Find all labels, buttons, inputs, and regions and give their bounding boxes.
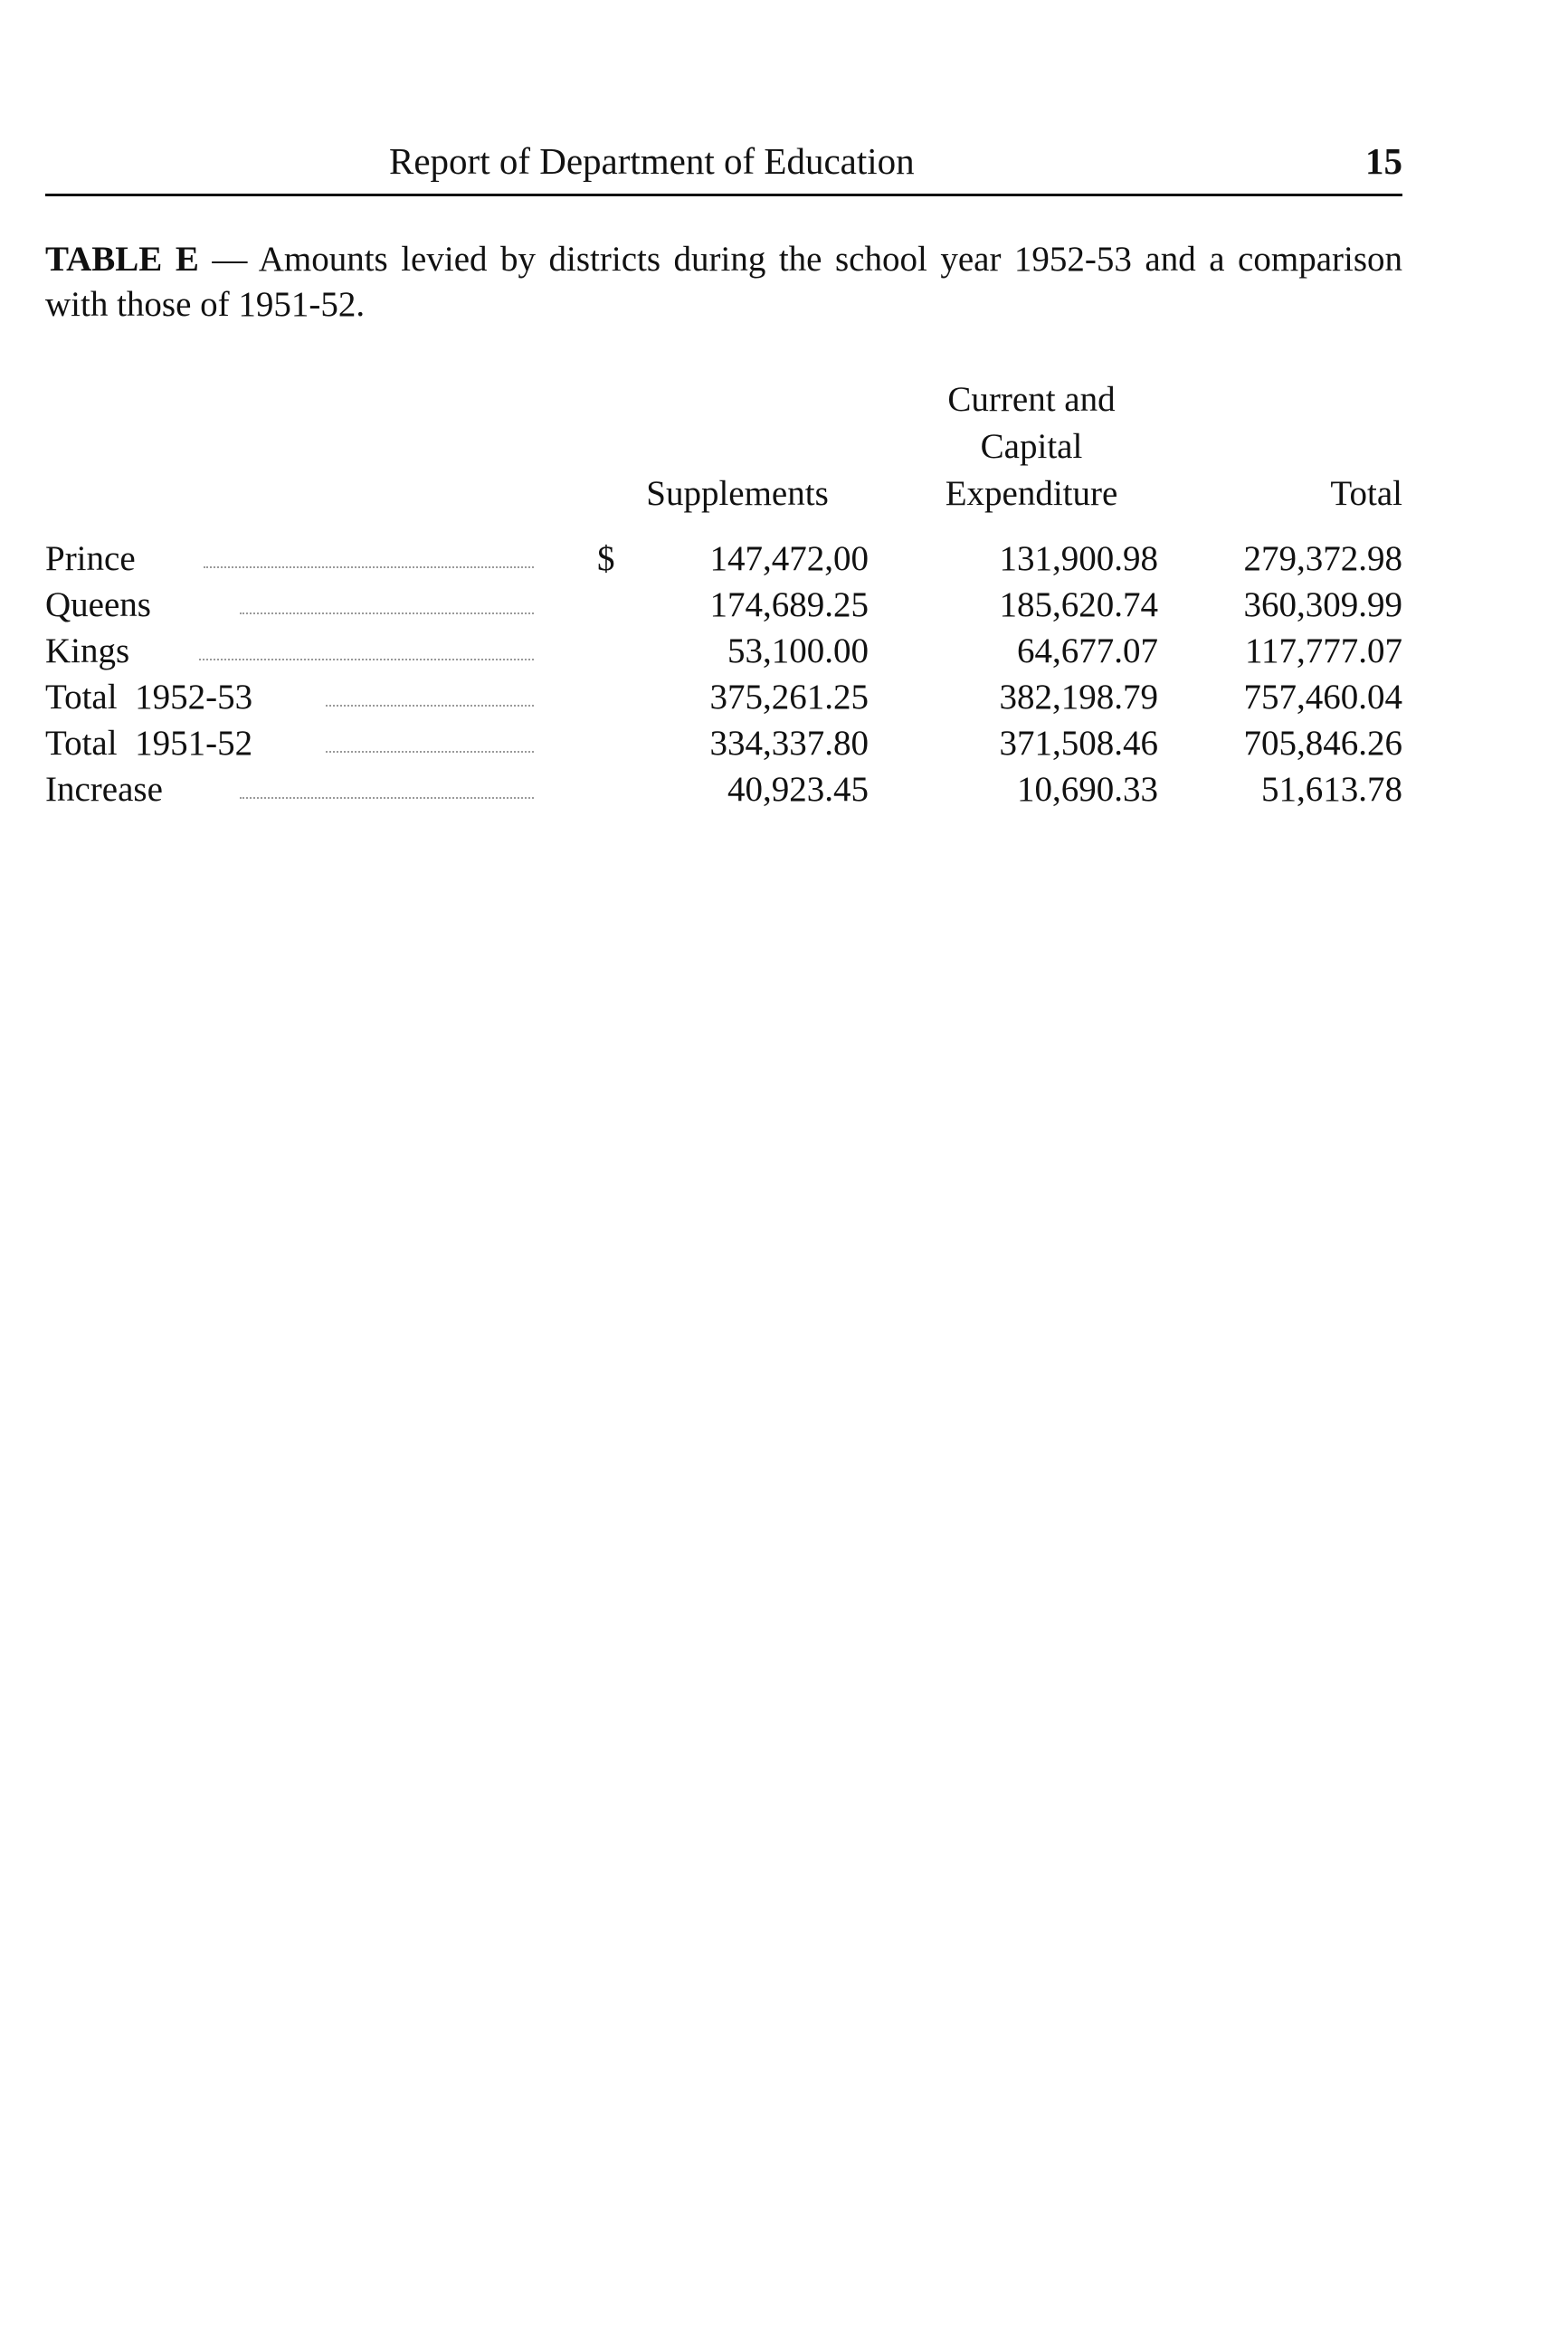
table-caption bbox=[45, 237, 1402, 328]
cell-current-capital: 131,900.98 bbox=[999, 539, 1158, 578]
dot-leader bbox=[199, 659, 534, 660]
row-label: Total 1951-52 bbox=[45, 724, 253, 763]
cell-supplements: 147,472,00 bbox=[709, 539, 869, 578]
column-header-line: Capital bbox=[980, 427, 1083, 466]
cell-supplements: 174,689.25 bbox=[709, 585, 869, 624]
cell-total: 51,613.78 bbox=[1261, 770, 1402, 809]
levy-table bbox=[45, 373, 1402, 809]
table-row bbox=[45, 582, 1402, 628]
page-number: 15 bbox=[1365, 140, 1402, 182]
cell-current-capital: 371,508.46 bbox=[999, 724, 1158, 763]
cell-current-capital: 64,677.07 bbox=[1017, 631, 1158, 670]
row-label: Queens bbox=[45, 585, 151, 624]
table-caption-text: — Amounts levied by districts during the school year 1952-53 and a comparison with those of 1951-52. bbox=[45, 240, 1403, 324]
column-header-line: Supplements bbox=[646, 474, 829, 513]
cell-supplements: 40,923.45 bbox=[727, 770, 869, 809]
cell-total: 279,372.98 bbox=[1243, 539, 1402, 578]
column-header-total bbox=[1221, 470, 1402, 517]
cell-total: 360,309.99 bbox=[1243, 585, 1402, 624]
cell-supplements: 53,100.00 bbox=[727, 631, 869, 670]
table-header-row bbox=[45, 373, 1402, 517]
cell-supplements: 375,261.25 bbox=[709, 678, 869, 717]
cell-supplements: 334,337.80 bbox=[709, 724, 869, 763]
table-row bbox=[45, 536, 1402, 582]
table-label: TABLE E bbox=[45, 240, 199, 279]
dot-leader bbox=[240, 797, 534, 799]
row-label: Kings bbox=[45, 631, 130, 670]
column-header-current-capital bbox=[878, 376, 1185, 517]
table-row bbox=[45, 720, 1402, 766]
cell-total: 117,777.07 bbox=[1244, 631, 1402, 670]
cell-current-capital: 185,620.74 bbox=[999, 585, 1158, 624]
table-row bbox=[45, 674, 1402, 720]
column-header-line: Current and bbox=[947, 380, 1116, 419]
running-header bbox=[45, 134, 1402, 188]
row-label: Total 1952-53 bbox=[45, 678, 253, 717]
column-header-line: Expenditure bbox=[945, 474, 1118, 513]
cell-current-capital: 382,198.79 bbox=[999, 678, 1158, 717]
row-label: Prince bbox=[45, 539, 136, 578]
column-header-line: Total bbox=[1330, 474, 1402, 513]
table-row bbox=[45, 628, 1402, 674]
table-row bbox=[45, 766, 1402, 812]
currency-symbol: $ bbox=[597, 539, 615, 578]
cell-total: 705,846.26 bbox=[1243, 724, 1402, 763]
dot-leader bbox=[204, 566, 534, 568]
cell-current-capital: 10,690.33 bbox=[1017, 770, 1158, 809]
dot-leader bbox=[240, 612, 534, 614]
column-header-supplements bbox=[579, 470, 896, 517]
dot-leader bbox=[326, 705, 534, 707]
header-rule bbox=[45, 194, 1402, 196]
table-body bbox=[45, 536, 1402, 812]
dot-leader bbox=[326, 751, 534, 753]
running-title: Report of Department of Education bbox=[389, 140, 915, 182]
cell-total: 757,460.04 bbox=[1243, 678, 1402, 717]
row-label: Increase bbox=[45, 770, 163, 809]
